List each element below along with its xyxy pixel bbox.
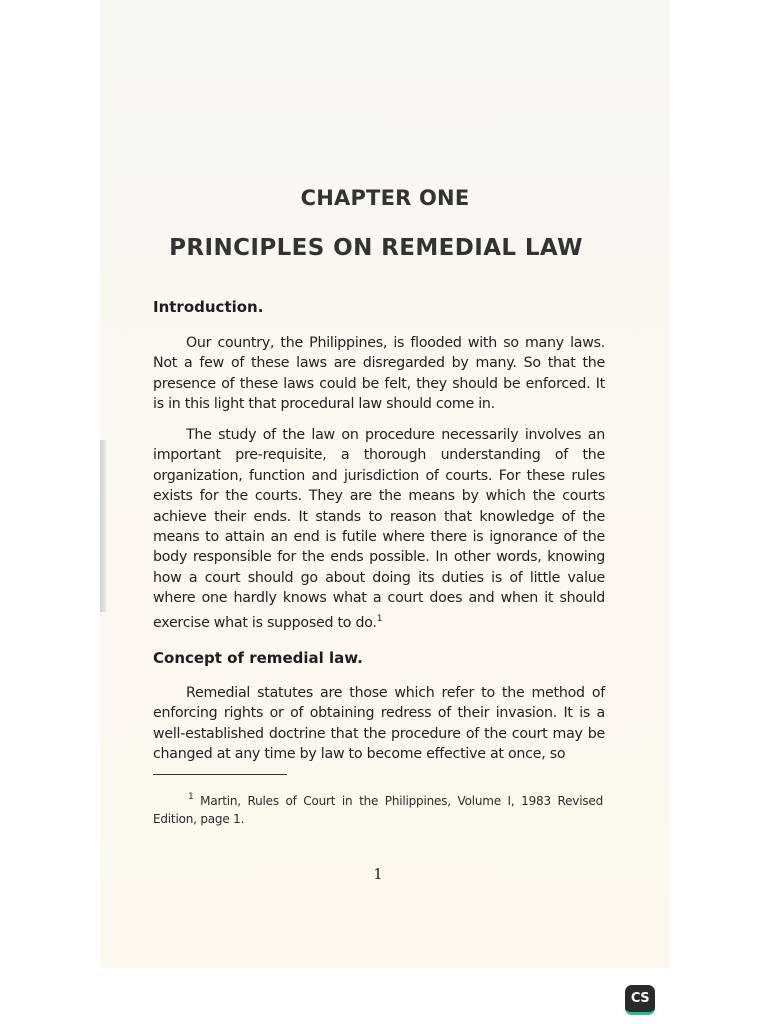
footnote-marker: 1 — [188, 792, 194, 802]
paragraph-introduction-1: Our country, the Philippines, is flooded with so many laws. Not a few of these laws are disregarded by many. So that the presence of these laws could be felt, they should be enforced. It is in this light that procedural law should come in. — [153, 335, 605, 413]
camscanner-logo-icon: CS — [625, 985, 655, 1015]
section-heading-introduction: Introduction. — [153, 298, 264, 316]
page-number: 1 — [373, 865, 383, 883]
paragraph-concept-1: Remedial statutes are those which refer to the method of enforcing rights or of obtaining redress of their invasion. It is a well-established doctrine that the procedure of the court may be changed at any time by law to become effective at once, so — [153, 685, 605, 763]
section-heading-concept: Concept of remedial law. — [153, 649, 363, 667]
page-edge-shadow — [100, 440, 106, 612]
chapter-label: CHAPTER ONE — [300, 186, 470, 210]
footnote-text: Martin, Rules of Court in the Philippines, Volume I, 1983 Revised Edition, page 1. — [153, 794, 603, 826]
paragraph-introduction-2 — [153, 425, 605, 633]
chapter-title: PRINCIPLES ON REMEDIAL LAW — [169, 235, 583, 261]
footnote — [153, 788, 603, 828]
paragraph-introduction-2-text: The study of the law on procedure necessarily involves an important pre-requisite, a thorough understanding of the organization, function and jurisdiction of courts. For these rules exists for the courts. They are the means by which the courts achieve their ends. It stands to reason that knowledge of the means to attain an end is futile where there is ignorance of the body responsible for the ends possible. In other words, knowing how a court should go about doing its duties is of little value where one hardly knows what a court does and when it should exercise what is supposed to do. — [153, 427, 605, 631]
footnote-divider — [153, 774, 287, 775]
footnote-reference: 1 — [376, 613, 383, 624]
